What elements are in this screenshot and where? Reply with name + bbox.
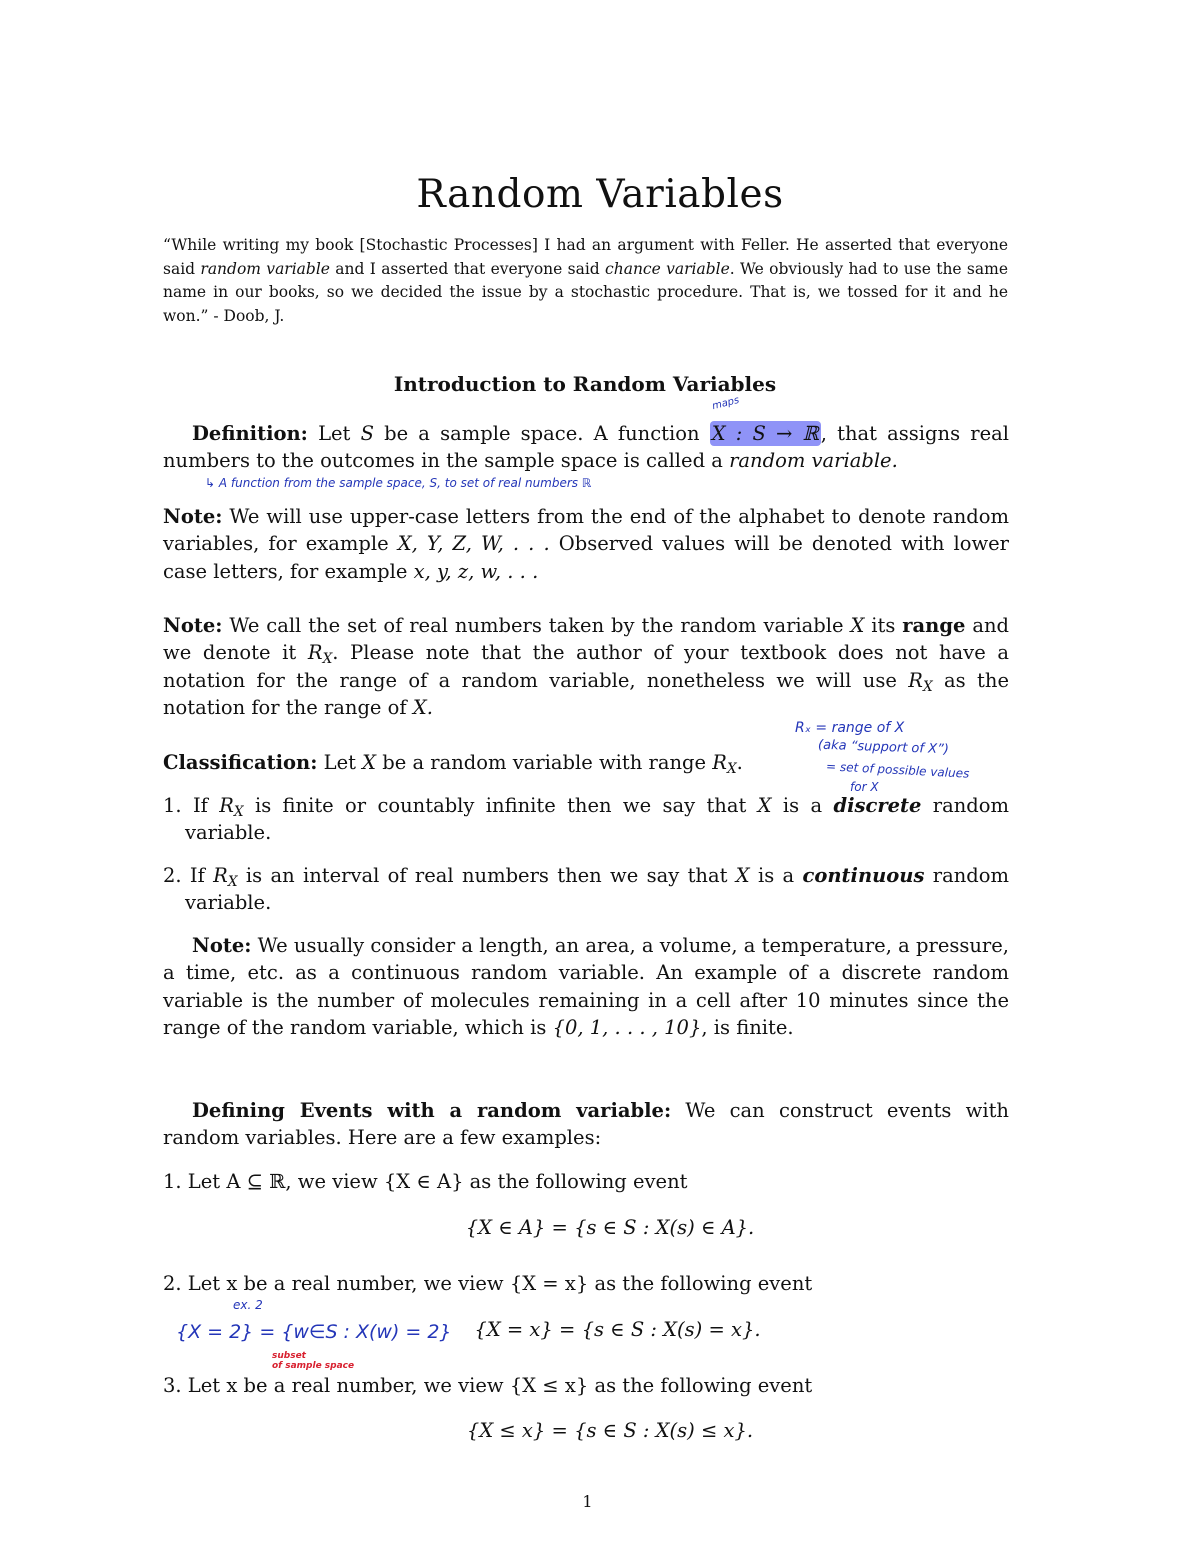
classification-paragraph <box>163 749 1009 776</box>
ink-function-note: ↳ A function from the sample space, S, to set of real numbers ℝ <box>205 476 592 490</box>
text: random variable. <box>185 794 1010 845</box>
text: . <box>736 751 743 774</box>
quote-text: . We obviously had to use the same name in our books, so we decided the issue by a stochastic procedure. That is, we tossed for it and he won.” - Doob, J. <box>163 259 1008 325</box>
text: be a sample space. A function <box>373 422 710 445</box>
text: its <box>864 614 903 637</box>
math-var: X <box>850 614 865 637</box>
equation-event-in-set: {X ∈ A} = {s ∈ S : X(s) ∈ A}. <box>465 1216 755 1239</box>
text: is a <box>749 864 803 887</box>
text: random variable. <box>185 864 1010 915</box>
note-label: Note: <box>163 505 223 528</box>
ink-example-label: ex. 2 <box>233 1298 263 1312</box>
ink-subset-note-1: subset <box>272 1351 306 1361</box>
math-sub: X <box>227 874 238 891</box>
text: , is finite. <box>701 1015 794 1039</box>
classification-label: Classification: <box>163 751 318 774</box>
text: and we denote it <box>163 614 1009 665</box>
math-sub: X <box>233 804 244 821</box>
math-var: S <box>360 422 374 445</box>
math-var: X <box>362 751 377 774</box>
term-discrete: discrete <box>833 794 922 817</box>
math-sub: X <box>922 678 933 695</box>
text: as the notation for the range of <box>163 668 1009 719</box>
text: Let x be a real number, we view {X ≤ x} as the following event <box>181 1374 813 1397</box>
math-var: R <box>712 751 727 774</box>
math-var: X. <box>412 695 433 719</box>
text: is an interval of real numbers then we say that <box>237 864 736 887</box>
text: Let x be a real number, we view {X = x} as the following event <box>181 1272 813 1295</box>
quote-text: “While writing my book [Stochastic Processes] I had an argument with Feller. He asserted that everyone said <box>163 236 1008 278</box>
list-item <box>163 1372 1009 1399</box>
equation-event-equals: {X = x} = {s ∈ S : X(s) = x}. <box>474 1318 761 1341</box>
list-item <box>163 1168 1009 1195</box>
text: is finite or countably infinite then we say that <box>243 794 758 817</box>
text: , that assigns real numbers to the outcomes in the sample space is called a <box>163 422 1009 473</box>
definition-label: Definition: <box>192 422 308 445</box>
ink-subset-note-2: of sample space <box>272 1361 355 1371</box>
note-label: Note: <box>192 934 252 957</box>
defining-events-paragraph <box>163 1097 1009 1152</box>
epigraph-quote <box>163 234 1008 328</box>
math-var: X <box>735 864 750 887</box>
math-var: R <box>307 641 323 665</box>
ink-range-note-3: = set of possible values <box>825 759 970 781</box>
ink-range-note-1: Rₓ = range of X <box>795 720 905 736</box>
defining-events-label: Defining Events with a random variable: <box>192 1099 672 1122</box>
list-item <box>163 862 1009 917</box>
text: is a <box>771 794 834 817</box>
item-number: 1. <box>163 794 182 817</box>
text: Let A ⊆ ℝ, we view {X ∈ A} as the following event <box>181 1170 688 1193</box>
math-var: x, y, z, w, . . . <box>413 559 539 583</box>
term-random-variable: random variable. <box>729 449 898 473</box>
math-set: {0, 1, . . . , 10} <box>552 1015 702 1039</box>
definition-paragraph <box>163 420 1009 475</box>
ink-range-note-2: (aka “support of X”) <box>817 737 950 758</box>
quote-emphasis: chance variable <box>605 259 730 278</box>
math-var: R <box>213 864 228 887</box>
ink-maps-note: maps <box>711 394 741 413</box>
text: be a random variable with range <box>376 751 713 774</box>
page-title: Random Variables <box>416 172 784 217</box>
math-var: X, Y, Z, W, . . . <box>397 532 550 556</box>
math-var: R <box>908 668 923 692</box>
text: If <box>181 794 220 817</box>
item-number: 3. <box>163 1374 182 1397</box>
text: Let <box>317 751 363 774</box>
item-number: 2. <box>163 1272 182 1295</box>
quote-text: and I asserted that everyone said <box>329 259 606 278</box>
note-paragraph-1 <box>163 503 1009 585</box>
math-var: X <box>757 794 772 817</box>
highlighted-formula: X : S → ℝ <box>711 422 819 445</box>
section-heading-intro: Introduction to Random Variables <box>393 372 777 396</box>
item-number: 1. <box>163 1170 182 1193</box>
equation-event-leq: {X ≤ x} = {s ∈ S : X(s) ≤ x}. <box>466 1419 754 1442</box>
text: If <box>181 864 214 887</box>
math-sub: X <box>726 761 737 778</box>
text: We can construct events with random variables. Here are a few examples: <box>163 1099 1009 1150</box>
list-item <box>163 1270 1009 1297</box>
text: . Please note that the author of your textbook does not have a notation for the range of a random variable, nonetheless we will use <box>163 641 1009 692</box>
text: Observed values will be denoted with lower case letters, for example <box>163 532 1010 583</box>
ink-example-equation: {X = 2} = {w∈S : X(w) = 2} <box>176 1321 452 1343</box>
quote-emphasis: random variable <box>200 259 330 278</box>
item-number: 2. <box>163 864 182 887</box>
math-var: R <box>219 794 234 817</box>
math-sub: X <box>322 651 333 668</box>
ink-range-note-4: for X <box>850 780 879 794</box>
term-continuous: continuous <box>802 864 925 887</box>
term-range: range <box>902 614 966 637</box>
text: We usually consider a length, an area, a volume, a temperature, a pressure, a time, etc. as a continuous random variable. An example of a discrete random variable is the number of molecules remaining in a cell after 10 minutes since the range of the random variable, which is <box>163 934 1009 1039</box>
note-label: Note: <box>163 614 223 637</box>
note-paragraph-3 <box>163 932 1009 1041</box>
list-item <box>163 792 1009 847</box>
text: We call the set of real numbers taken by the random variable <box>222 614 851 637</box>
page-number: 1 <box>582 1492 593 1511</box>
text: Let <box>307 422 361 445</box>
note-paragraph-2 <box>163 612 1009 721</box>
text: We will use upper-case letters from the end of the alphabet to denote random variables, for example <box>163 505 1009 556</box>
